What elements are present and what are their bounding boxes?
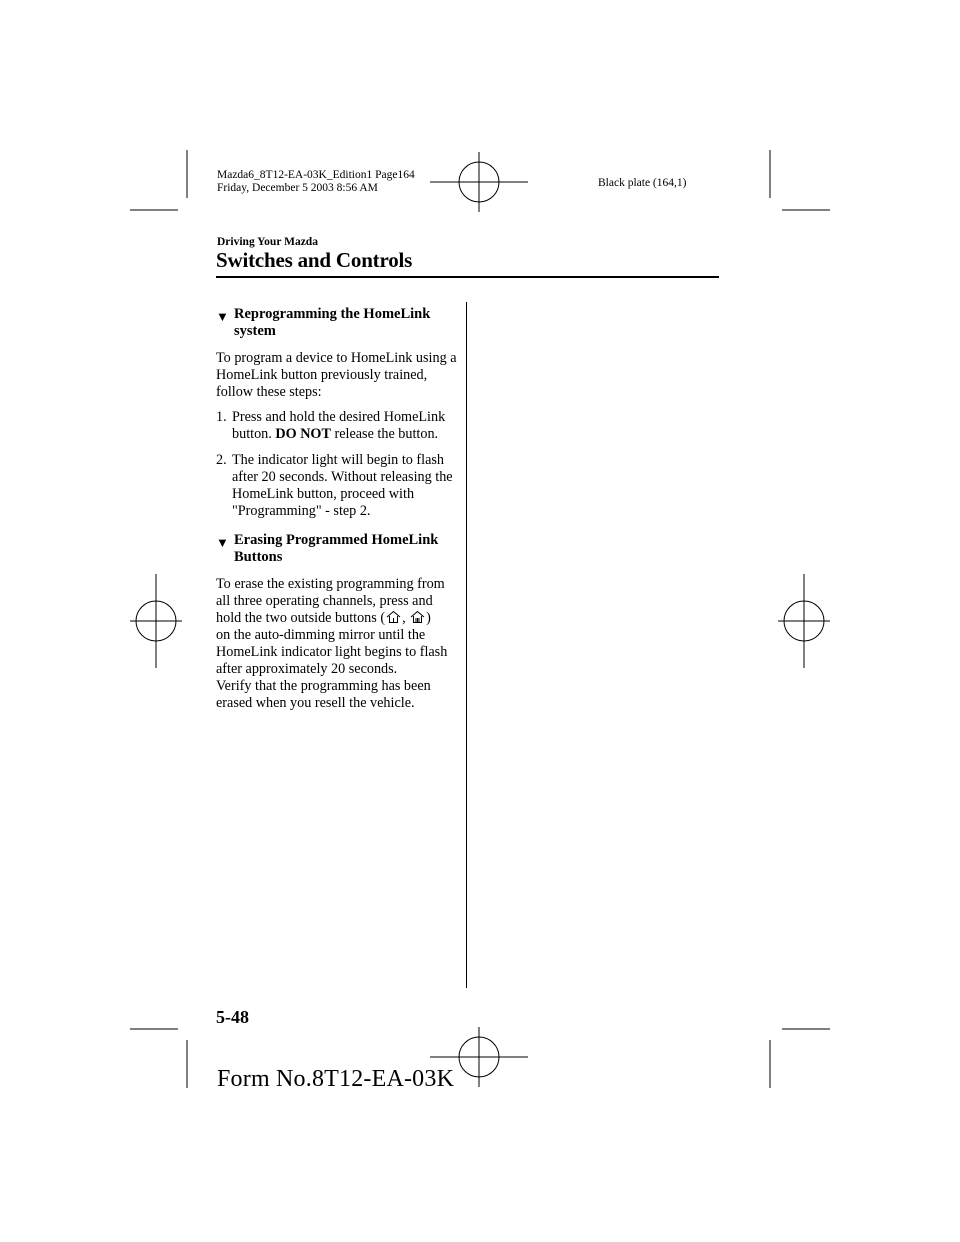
- header-rule: [216, 276, 719, 278]
- column-divider: [466, 302, 467, 988]
- homelink-button-3-icon: [409, 610, 426, 624]
- erasing-heading: ▼ Erasing Programmed HomeLink Buttons: [216, 532, 439, 565]
- page-number: 5-48: [216, 1007, 249, 1027]
- print-job-info: [217, 169, 415, 195]
- chapter-title: Switches and Controls: [216, 248, 413, 272]
- section-title: Driving Your Mazda: [217, 236, 318, 248]
- reprogramming-steps: [216, 409, 458, 520]
- print-job-date: Friday, December 5 2003 8:56 AM: [217, 182, 378, 194]
- erasing-body: To erase the existing programming from all three operating channels, press and hold the two outside buttons ( , ) on the auto-dimming mirror until the HomeLink indicator light begins to flash after approximately 20 seconds. Verify that the programming has been erased when you resell the vehicle.: [216, 576, 448, 711]
- reprogramming-intro: To program a device to HomeLink using a HomeLink button previously trained, follow these steps:: [216, 350, 457, 400]
- heading-triangle-icon: ▼: [216, 309, 229, 324]
- homelink-button-1-icon: [385, 610, 402, 624]
- list-item: 1. Press and hold the desired HomeLink button. DO NOT release the button.: [216, 409, 446, 442]
- list-item: 2. The indicator light will begin to flash after 20 seconds. Without releasing the HomeLink button, proceed with "Programming" - step 2.: [216, 452, 453, 519]
- print-job-file: Mazda6_8T12-EA-03K_Edition1 Page164: [217, 169, 415, 181]
- reprogramming-heading: ▼ Reprogramming the HomeLink system: [216, 306, 431, 339]
- form-number: Form No.8T12-EA-03K: [217, 1066, 455, 1092]
- plate-label: Black plate (164,1): [598, 177, 687, 189]
- heading-triangle-icon: ▼: [216, 535, 229, 550]
- do-not-emphasis: DO NOT: [275, 426, 331, 442]
- left-column: [216, 306, 458, 712]
